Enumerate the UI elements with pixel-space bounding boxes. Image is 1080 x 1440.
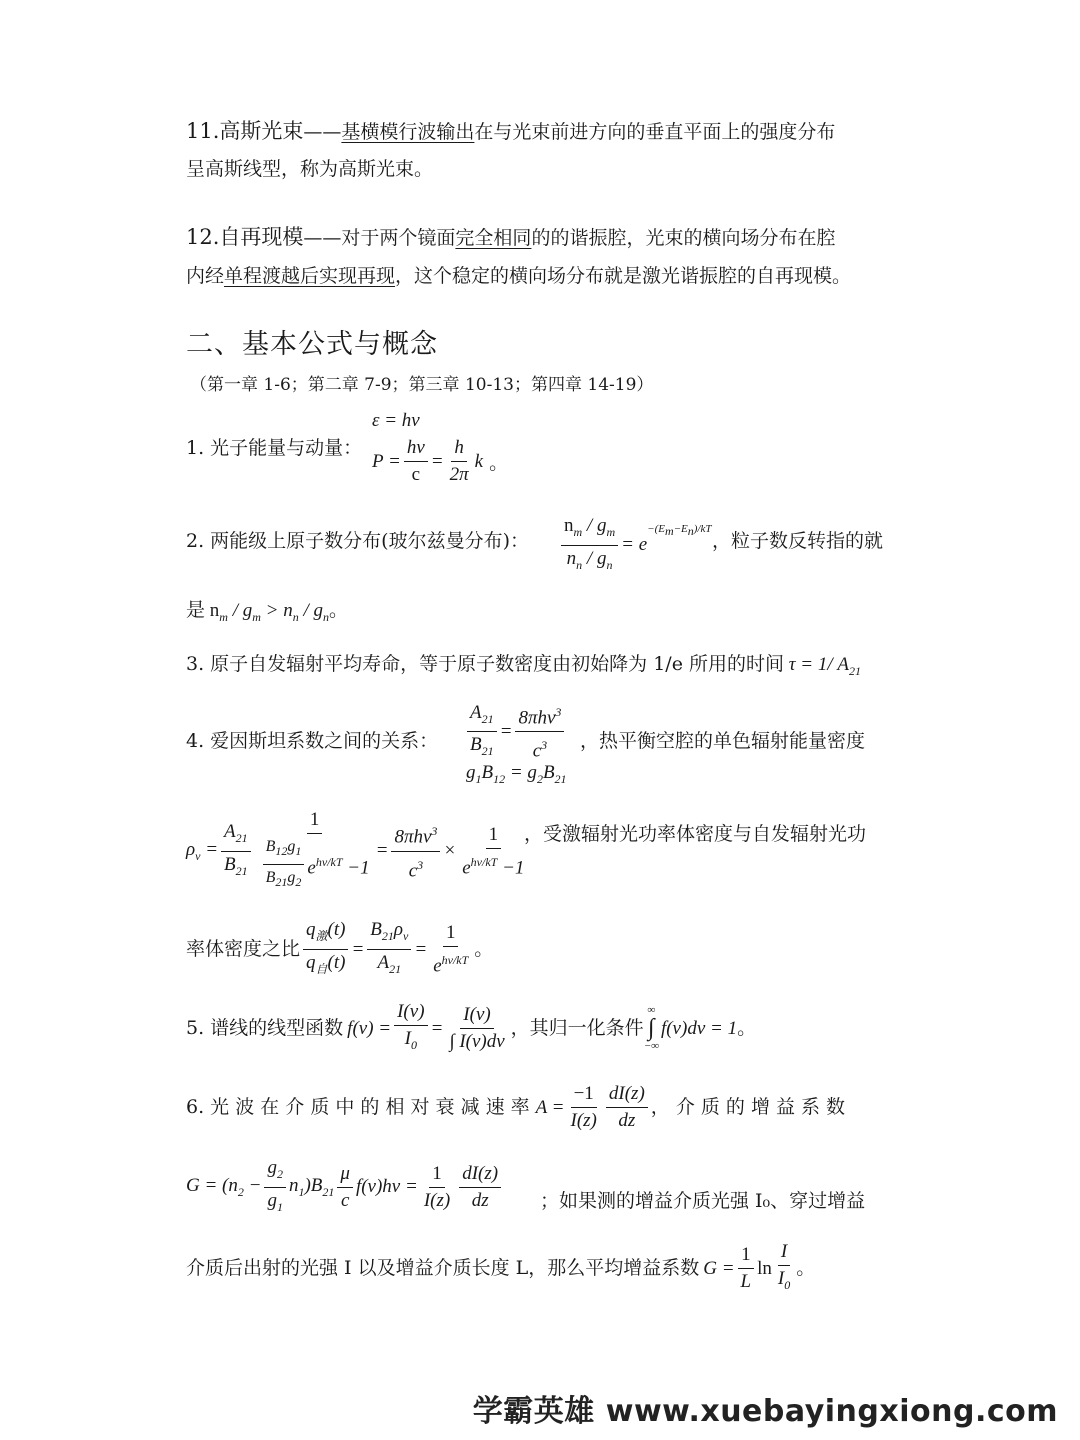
item-11 bbox=[186, 112, 835, 152]
f4-line3-text: 率体密度之比 bbox=[186, 937, 301, 960]
item-12-line2 bbox=[186, 257, 851, 296]
f1-energy: ε = hν bbox=[372, 410, 420, 431]
f6-tail: ；如果测的增益介质光强 I₀、穿过增益 bbox=[540, 1190, 866, 1212]
f6-line1: 6. 光 波 在 介 质 中 的 相 对 衰 减 速 率 A = $\frac{-1}{I(z)}$ dI(z) dz ， 介 质 的 增 益 系 数 bbox=[186, 1083, 846, 1131]
item-11-line2: 呈高斯线型，称为高斯光束。 bbox=[186, 158, 434, 180]
f6-gain: $G = (n_2$ − $\frac{g_2}{g_1}$ $n_1)B_{21}$ μ c f(ν)hν = $\frac{1}{I(z)}$ dI(z) dz bbox=[186, 1156, 504, 1219]
item-11-underlined: 基横模行波输出 bbox=[341, 121, 475, 143]
item-11-term: 高斯光束 bbox=[219, 119, 304, 143]
item-12-line2-pre: 内经 bbox=[186, 265, 225, 287]
item-12-pre: 对于两个镜面 bbox=[341, 227, 456, 249]
f4-label: 4. 爱因斯坦系数之间的关系： bbox=[186, 730, 439, 752]
f2-line2-text: 是 bbox=[186, 599, 206, 621]
f3: 3. 原子自发辐射平均寿命，等于原子数密度由初始降为 1/e 所用的时间 τ = 1/ $A_{21}$ bbox=[186, 653, 861, 678]
f4-end: 。 bbox=[474, 937, 494, 960]
f3-text: 3. 原子自发辐射平均寿命，等于原子数密度由初始降为 1/e 所用的时间 bbox=[186, 653, 784, 675]
item-12-post1: 的的谐振腔，光束的横向场分布在腔 bbox=[531, 227, 836, 249]
item-12 bbox=[186, 218, 835, 258]
f2-end: 。 bbox=[329, 599, 349, 621]
f6-line3: 介质后出射的光强 I 以及增益介质长度 L，那么平均增益系数 G = $\frac{1}{L}$ ln I $I_0$ 。 bbox=[186, 1241, 816, 1292]
item-12-line2-post: ，这个稳定的横向场分布就是激光谐振腔的自再现模。 bbox=[395, 265, 852, 287]
item-11-dash: —— bbox=[303, 121, 342, 143]
item-12-term: 自再现模 bbox=[219, 225, 304, 249]
f6-label: 6. 光 波 在 介 质 中 的 相 对 衰 减 速 率 bbox=[186, 1096, 530, 1118]
f4-relation: $g_1B_{12} = g_2B_{21}$ bbox=[466, 762, 567, 786]
f5-mid: ，其归一化条件 bbox=[510, 1016, 644, 1039]
f1-momentum: P = $\frac{h\nu}{c}$ = $\frac{h}{2\pi}$ k 。 bbox=[372, 437, 509, 485]
f2-tail: ，粒子数反转指的就 bbox=[712, 530, 884, 552]
f1-end: 。 bbox=[489, 453, 509, 474]
item-12-num: 12. bbox=[186, 225, 220, 249]
f4-tail2: ，受激辐射光功率体密度与自发辐射光功 bbox=[524, 823, 867, 845]
f1-label: 1. 光子能量与动量： bbox=[186, 437, 363, 459]
watermark: 学霸英雄 www.xuebayingxiong.com bbox=[472, 1394, 1058, 1429]
f2-line2: 是 $n_m / g_m > n_n / g_n$。 bbox=[186, 599, 349, 624]
f4-line3: 率体密度之比 $q_激(t)$ $q_自(t)$ = $\frac{B_{21}\rho_\nu}{A_{21}}$ = 1 $e^{h\nu/kT}$ 。 bbox=[186, 919, 494, 976]
f6-line3-text: 介质后出射的光强 I 以及增益介质长度 L，那么平均增益系数 bbox=[186, 1256, 700, 1279]
f5: 5. 谱线的线型函数 f(ν) = $\frac{I(\nu)}{I_0}$ = $\frac{I(\nu)}{\int I(\nu)d\nu}$ ，其归一化条件 ∞ ∫ −∞ f(ν)dν = 1 。 bbox=[186, 1001, 757, 1053]
f2-boltzmann: $\frac{n_m / g_m}{n_n / g_n}$ = e $^{-(E_m -E_n )/kT}$ bbox=[558, 514, 712, 577]
item-11-num: 11. bbox=[186, 119, 220, 143]
f6-end: 。 bbox=[796, 1256, 816, 1279]
section-title: 二、基本公式与概念 bbox=[186, 329, 438, 360]
item-12-u2: 单程渡越后实现再现 bbox=[224, 265, 396, 287]
f4-tail: ，热平衡空腔的单色辐射能量密度 bbox=[580, 730, 866, 752]
f4-ratio: $\frac{A_{21}}{B_{21}}$ = 8πhν$^3$ $c^3$ bbox=[464, 700, 567, 764]
item-11-rest: 在与光束前进方向的垂直平面上的强度分布 bbox=[474, 121, 836, 143]
f2-label: 2. 两能级上原子数分布(玻尔兹曼分布)： bbox=[186, 530, 529, 552]
f4-rho: $\rho_\nu$ = $\frac{A_{21}}{B_{21}}$ 1 $B_{12}g_1$ $B_{21}g_2$ $e^{h\nu/kT} -1$ = 8πhν$^3$ $c^3$ × 1 $e^{h\nu/kT} -1$ bbox=[186, 809, 525, 890]
item-12-u1: 完全相同 bbox=[455, 227, 532, 249]
item-12-dash: —— bbox=[303, 227, 342, 249]
section-subtitle: （第一章 1-6；第二章 7-9；第三章 10-13；第四章 14-19） bbox=[190, 375, 654, 395]
f5-label: 5. 谱线的线型函数 bbox=[186, 1016, 344, 1039]
f5-end: 。 bbox=[737, 1016, 757, 1039]
f6-mid: ， 介 质 的 增 益 系 数 bbox=[650, 1096, 846, 1118]
